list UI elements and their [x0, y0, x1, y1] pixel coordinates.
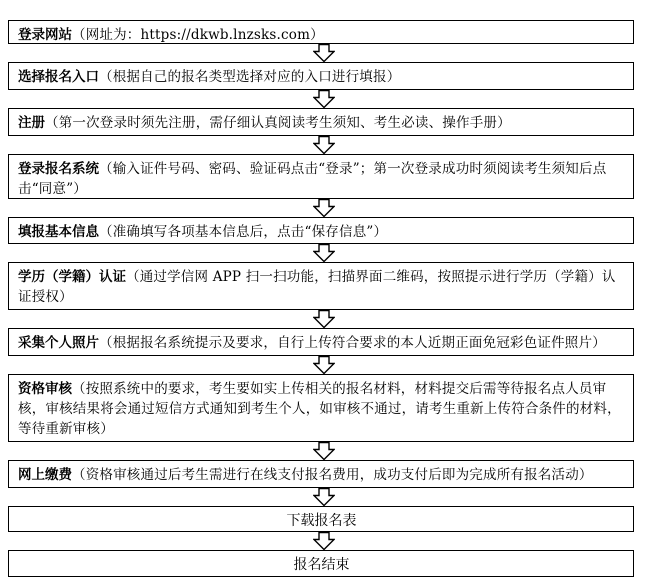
down-arrow-icon	[313, 442, 335, 460]
step-online-payment	[8, 460, 634, 488]
step-title: 报名结束	[293, 557, 350, 573]
step-title: 登录网站	[18, 27, 72, 43]
step-description: （根据报名系统提示及要求，自行上传符合要求的本人近期正面免冠彩色证件照片）	[99, 335, 606, 351]
down-arrow-icon	[313, 488, 335, 506]
step-select-entry	[8, 62, 634, 90]
down-arrow-icon	[313, 199, 335, 217]
step-description: （资格审核通过后考生需进行在线支付报名费用，成功支付后即为完成所有报名活动）	[72, 467, 593, 483]
step-register	[8, 108, 634, 136]
step-title: 下载报名表	[286, 513, 357, 529]
down-arrow-icon	[313, 44, 335, 62]
down-arrow-icon	[313, 356, 335, 374]
step-login-system	[8, 154, 634, 199]
step-title: 采集个人照片	[18, 335, 99, 351]
step-description: （网址为：https://dkwb.lnzsks.com）	[72, 27, 324, 43]
down-arrow-icon	[313, 532, 335, 550]
down-arrow-icon	[313, 90, 335, 108]
step-description: （输入证件号码、密码、验证码点击“登录”；第一次登录成功时须阅读考生须知后点击“同意”）	[18, 161, 607, 197]
step-title: 选择报名入口	[18, 69, 99, 85]
step-login-website	[8, 20, 634, 44]
step-title: 注册	[18, 115, 45, 131]
step-description: （按照系统中的要求，考生要如实上传相关的报名材料，材料提交后需等待报名点人员审核，审核结果将会通过短信方式通知到考生个人，如审核不通过，请考生重新上传符合条件的材料，等待重新审核）	[18, 381, 621, 437]
step-registration-end	[8, 550, 634, 577]
step-description: （通过学信网 APP 扫一扫功能，扫描界面二维码，按照提示进行学历（学籍）认证授权）	[18, 269, 616, 305]
step-photo-collection	[8, 328, 634, 356]
down-arrow-icon	[313, 244, 335, 262]
step-title: 登录报名系统	[18, 161, 99, 177]
step-education-verification	[8, 262, 634, 310]
step-description: （第一次登录时须先注册，需仔细认真阅读考生须知、考生必读、操作手册）	[45, 115, 511, 131]
step-description: （根据自己的报名类型选择对应的入口进行填报）	[99, 69, 401, 85]
step-download-form	[8, 506, 634, 532]
step-title: 网上缴费	[18, 467, 72, 483]
step-description: （准确填写各项基本信息后，点击“保存信息”）	[99, 224, 388, 240]
down-arrow-icon	[313, 136, 335, 154]
down-arrow-icon	[313, 310, 335, 328]
step-title: 学历（学籍）认证	[18, 269, 126, 285]
step-title: 填报基本信息	[18, 224, 99, 240]
step-qualification-review	[8, 374, 634, 442]
step-basic-info	[8, 217, 634, 244]
step-title: 资格审核	[18, 381, 72, 397]
